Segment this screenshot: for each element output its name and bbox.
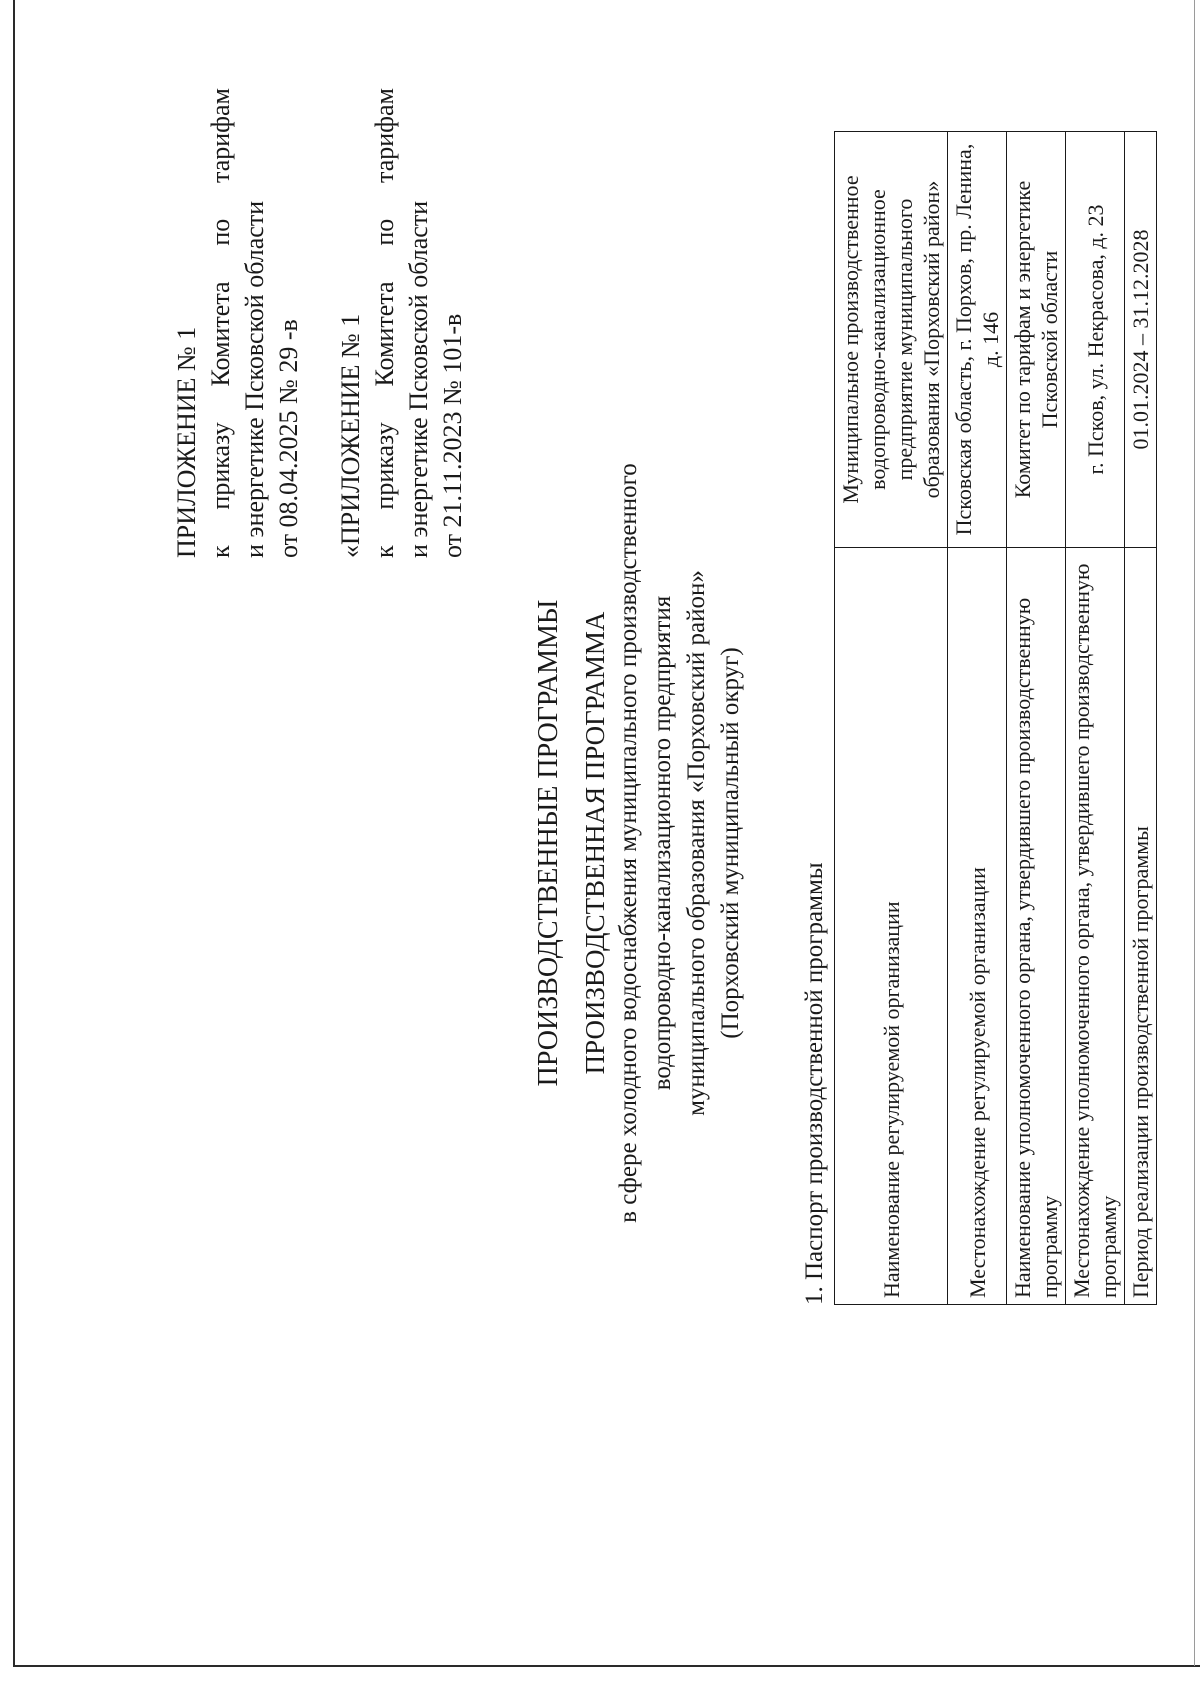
attachment-line2: и энергетике Псковской области bbox=[404, 200, 433, 558]
attachment-block-current bbox=[170, 88, 306, 558]
table-row bbox=[1066, 132, 1125, 1305]
row-value: г. Псков, ул. Некрасова, д. 23 bbox=[1066, 132, 1125, 548]
attachment-word: по bbox=[206, 218, 235, 246]
row-value: Псковская область, г. Порхов, пр. Ленина, д. 146 bbox=[948, 132, 1007, 548]
attachment-word: приказу bbox=[206, 422, 235, 510]
program-subtitle-line: в сфере холодного водоснабжения муниципального производственного bbox=[615, 463, 642, 1223]
row-label: Местонахождение регулируемой организации bbox=[948, 548, 1007, 1305]
attachment-line2: и энергетике Псковской области bbox=[240, 200, 269, 558]
program-subtitle-line: муниципального образования «Порховский район» bbox=[683, 570, 710, 1116]
attachment-title: «ПРИЛОЖЕНИЕ № 1 bbox=[336, 313, 365, 558]
document-heading: ПРОИЗВОДСТВЕННЫЕ ПРОГРАММЫ bbox=[533, 599, 564, 1087]
attachment-word: приказу bbox=[370, 422, 399, 510]
table-row bbox=[1125, 132, 1157, 1305]
row-label: Местонахождение уполномоченного органа, утвердившего производственную программу bbox=[1066, 548, 1125, 1305]
table-row bbox=[948, 132, 1007, 1305]
attachment-word: Комитета bbox=[370, 281, 399, 387]
attachment-line1 bbox=[204, 88, 238, 558]
passport-table bbox=[834, 131, 1157, 1305]
attachment-word: тарифам bbox=[370, 88, 399, 183]
row-label: Период реализации производственной программы bbox=[1125, 548, 1157, 1305]
attachment-word: Комитета bbox=[206, 281, 235, 387]
attachment-word: к bbox=[370, 545, 399, 558]
program-subtitle-line: (Порховский муниципальный округ) bbox=[717, 647, 744, 1039]
attachment-word: к bbox=[206, 545, 235, 558]
attachment-block-previous bbox=[334, 88, 470, 558]
row-label: Наименование регулируемой организации bbox=[835, 548, 948, 1305]
program-title: ПРОИЗВОДСТВЕННАЯ ПРОГРАММА bbox=[580, 611, 610, 1075]
row-value: Муниципальное производственное водопроводно-канализационное предприятие муниципального образования «Порховский район» bbox=[835, 132, 948, 548]
attachment-line1 bbox=[368, 88, 402, 558]
attachment-date: от 21.11.2023 № 101-в bbox=[438, 313, 467, 558]
attachment-word: тарифам bbox=[206, 88, 235, 183]
attachment-title: ПРИЛОЖЕНИЕ № 1 bbox=[172, 326, 201, 558]
row-value: Комитет по тарифам и энергетике Псковской области bbox=[1007, 132, 1066, 548]
passport-title: 1. Паспорт производственной программы bbox=[801, 862, 828, 1305]
attachment-word: по bbox=[370, 218, 399, 246]
row-value: 01.01.2024 – 31.12.2028 bbox=[1125, 132, 1157, 548]
table-row bbox=[1007, 132, 1066, 1305]
program-title-block bbox=[578, 0, 748, 1686]
table-row bbox=[835, 132, 948, 1305]
program-subtitle-line: водопроводно-канализационного предприятия bbox=[649, 595, 676, 1091]
row-label: Наименование уполномоченного органа, утвердившего производственную программу bbox=[1007, 548, 1066, 1305]
attachment-date: от 08.04.2025 № 29 -в bbox=[274, 319, 303, 558]
